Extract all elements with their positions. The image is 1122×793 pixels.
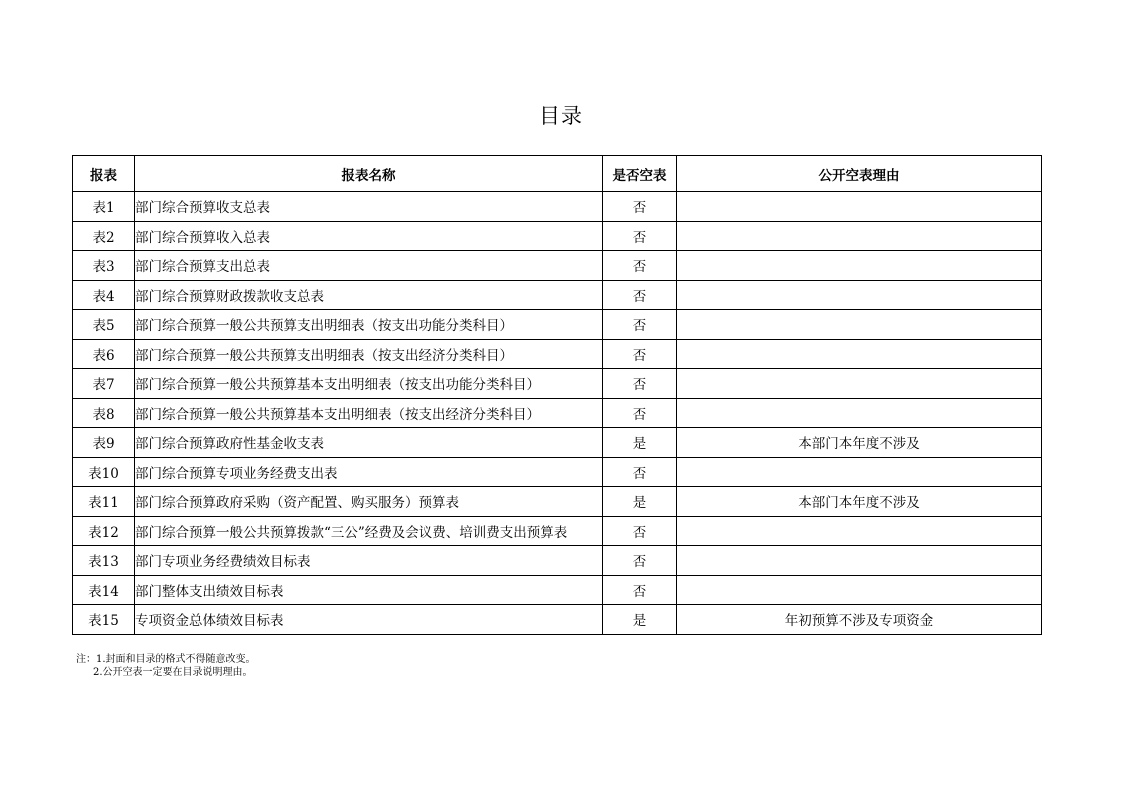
cell-report-name: 专项资金总体绩效目标表	[135, 605, 603, 635]
note-line-1	[76, 653, 256, 666]
page-title: 目录	[539, 104, 583, 128]
table-body	[73, 192, 1042, 635]
cell-report-id: 表12	[73, 516, 135, 546]
header-is-empty: 是否空表	[603, 156, 677, 192]
cell-empty-reason	[677, 457, 1042, 487]
cell-report-name: 部门综合预算一般公共预算基本支出明细表（按支出功能分类科目）	[135, 369, 603, 399]
cell-empty-reason	[677, 369, 1042, 399]
table-row	[73, 546, 1042, 576]
cell-report-id: 表15	[73, 605, 135, 635]
cell-empty-reason: 本部门本年度不涉及	[677, 487, 1042, 517]
notes	[76, 653, 256, 679]
cell-report-id: 表3	[73, 251, 135, 281]
note-line-2	[76, 666, 256, 679]
cell-report-name: 部门综合预算一般公共预算支出明细表（按支出功能分类科目）	[135, 310, 603, 340]
cell-empty-reason	[677, 280, 1042, 310]
note-prefix: 注：	[76, 654, 96, 665]
cell-is-empty: 否	[603, 398, 677, 428]
table-row	[73, 398, 1042, 428]
cell-report-id: 表9	[73, 428, 135, 458]
cell-empty-reason	[677, 192, 1042, 222]
table-row	[73, 457, 1042, 487]
cell-report-name: 部门综合预算收支总表	[135, 192, 603, 222]
cell-is-empty: 否	[603, 280, 677, 310]
cell-report-name: 部门综合预算政府性基金收支表	[135, 428, 603, 458]
table-row	[73, 516, 1042, 546]
header-empty-reason: 公开空表理由	[677, 156, 1042, 192]
table-row	[73, 605, 1042, 635]
cell-empty-reason	[677, 221, 1042, 251]
cell-report-id: 表5	[73, 310, 135, 340]
table-row	[73, 487, 1042, 517]
table-row	[73, 369, 1042, 399]
catalog-table	[72, 155, 1042, 635]
table-row	[73, 428, 1042, 458]
cell-empty-reason	[677, 575, 1042, 605]
cell-report-name: 部门综合预算政府采购（资产配置、购买服务）预算表	[135, 487, 603, 517]
cell-report-id: 表2	[73, 221, 135, 251]
note-text-2: 2.公开空表一定要在目录说明理由。	[93, 667, 253, 678]
cell-is-empty: 否	[603, 457, 677, 487]
table-row	[73, 192, 1042, 222]
cell-empty-reason	[677, 398, 1042, 428]
cell-is-empty: 否	[603, 310, 677, 340]
cell-report-id: 表1	[73, 192, 135, 222]
header-report-name: 报表名称	[135, 156, 603, 192]
cell-report-name: 部门专项业务经费绩效目标表	[135, 546, 603, 576]
table-header-row	[73, 156, 1042, 192]
cell-report-id: 表7	[73, 369, 135, 399]
cell-report-id: 表4	[73, 280, 135, 310]
cell-empty-reason	[677, 516, 1042, 546]
cell-report-name: 部门综合预算收入总表	[135, 221, 603, 251]
cell-report-name: 部门综合预算支出总表	[135, 251, 603, 281]
cell-empty-reason	[677, 546, 1042, 576]
cell-is-empty: 否	[603, 339, 677, 369]
cell-report-id: 表11	[73, 487, 135, 517]
cell-empty-reason	[677, 310, 1042, 340]
cell-report-name: 部门综合预算一般公共预算基本支出明细表（按支出经济分类科目）	[135, 398, 603, 428]
cell-is-empty: 是	[603, 605, 677, 635]
table-row	[73, 310, 1042, 340]
cell-empty-reason	[677, 339, 1042, 369]
cell-report-name: 部门综合预算一般公共预算支出明细表（按支出经济分类科目）	[135, 339, 603, 369]
note-text-1: 1.封面和目录的格式不得随意改变。	[96, 654, 256, 665]
table-row	[73, 221, 1042, 251]
cell-report-id: 表13	[73, 546, 135, 576]
cell-is-empty: 否	[603, 251, 677, 281]
cell-is-empty: 否	[603, 369, 677, 399]
header-report-id: 报表	[73, 156, 135, 192]
cell-report-name: 部门综合预算专项业务经费支出表	[135, 457, 603, 487]
cell-is-empty: 否	[603, 221, 677, 251]
table-row	[73, 575, 1042, 605]
cell-report-id: 表14	[73, 575, 135, 605]
cell-report-id: 表6	[73, 339, 135, 369]
table-row	[73, 339, 1042, 369]
cell-report-name: 部门综合预算财政拨款收支总表	[135, 280, 603, 310]
cell-is-empty: 是	[603, 487, 677, 517]
cell-report-name: 部门整体支出绩效目标表	[135, 575, 603, 605]
cell-empty-reason: 年初预算不涉及专项资金	[677, 605, 1042, 635]
cell-empty-reason	[677, 251, 1042, 281]
table-row	[73, 280, 1042, 310]
cell-report-id: 表8	[73, 398, 135, 428]
cell-report-name: 部门综合预算一般公共预算拨款“三公”经费及会议费、培训费支出预算表	[135, 516, 603, 546]
cell-empty-reason: 本部门本年度不涉及	[677, 428, 1042, 458]
cell-report-id: 表10	[73, 457, 135, 487]
cell-is-empty: 是	[603, 428, 677, 458]
cell-is-empty: 否	[603, 575, 677, 605]
table-row	[73, 251, 1042, 281]
cell-is-empty: 否	[603, 192, 677, 222]
cell-is-empty: 否	[603, 546, 677, 576]
cell-is-empty: 否	[603, 516, 677, 546]
